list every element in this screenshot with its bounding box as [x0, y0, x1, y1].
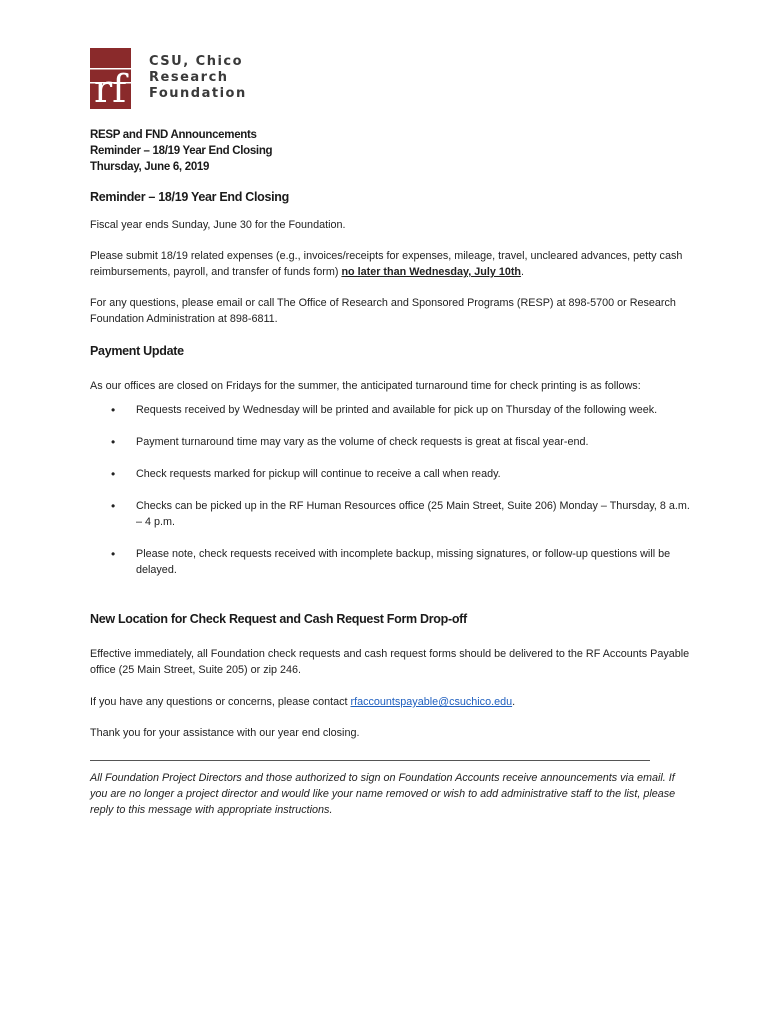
logo-line-1: CSU, Chico — [149, 54, 244, 69]
location-paragraph-2-text: If you have any questions or concerns, please contact — [90, 696, 351, 708]
bullet-icon: • — [111, 547, 116, 561]
reminder-paragraph-3: For any questions, please email or call The Office of Research and Sponsored Programs (RESP) at 898-5700 or Research Foundation Administration at 898-6811. — [90, 297, 676, 325]
list-item — [90, 434, 690, 450]
logo-wordmark — [149, 54, 247, 102]
location-paragraph-1: Effective immediately, all Foundation check requests and cash request forms should be delivered to the RF Accounts Payable office (25 Main Street, Suite 205) or zip 246. — [90, 648, 690, 676]
list-item — [90, 498, 690, 530]
payment-section-title: Payment Update — [90, 344, 184, 358]
list-item-text: Requests received by Wednesday will be printed and available for pick up on Thursday of the following week. — [136, 404, 658, 416]
reminder-section-title: Reminder – 18/19 Year End Closing — [90, 190, 289, 204]
rf-logo — [90, 48, 250, 110]
header-line-1: RESP and FND Announcements — [90, 129, 257, 141]
location-section-title: New Location for Check Request and Cash Request Form Drop-off — [90, 612, 467, 626]
footer-divider — [90, 760, 650, 761]
reminder-paragraph-2-end: . — [521, 266, 525, 278]
bullet-icon: • — [111, 403, 116, 417]
reminder-paragraph-2-text: Please submit 18/19 related expenses (e.g., invoices/receipts for expenses, mileage, travel, uncleared advances, petty cash reimbursements, payroll, and transfer of funds form) — [90, 250, 683, 278]
payment-bullet-list — [90, 402, 690, 594]
accounts-payable-email-link[interactable]: rfaccountspayable@csuchico.edu — [350, 696, 513, 708]
closing-thanks: Thank you for your assistance with our year end closing. — [90, 727, 360, 739]
deadline-emphasis: no later than Wednesday, July 10th — [341, 266, 522, 278]
bullet-icon: • — [111, 467, 116, 481]
location-paragraph-2 — [90, 694, 690, 710]
payment-intro: As our offices are closed on Fridays for the summer, the anticipated turnaround time for check printing is as follows: — [90, 380, 641, 392]
list-item-text: Checks can be picked up in the RF Human Resources office (25 Main Street, Suite 206) Monday – Thursday, 8 a.m. – 4 p.m. — [136, 500, 690, 528]
list-item — [90, 402, 690, 418]
bullet-icon: • — [111, 499, 116, 513]
header-line-2: Reminder – 18/19 Year End Closing — [90, 145, 273, 157]
rf-logo-mark-icon — [90, 48, 131, 109]
list-item-text: Please note, check requests received with incomplete backup, missing signatures, or follow-up questions will be delayed. — [136, 548, 671, 576]
announcement-header — [90, 127, 272, 175]
bullet-icon: • — [111, 435, 116, 449]
footer-note: All Foundation Project Directors and those authorized to sign on Foundation Accounts receive announcements via email. If you are no longer a project director and would like your name removed or wish to add administrative staff to the list, please reply to this message with appropriate instructions. — [90, 772, 676, 816]
header-line-3: Thursday, June 6, 2019 — [90, 161, 210, 173]
rf-logo-mark-text: rf — [94, 67, 127, 109]
logo-line-2: Research — [149, 70, 229, 85]
reminder-paragraph-2 — [90, 248, 690, 280]
location-paragraph-2-end: . — [512, 696, 516, 708]
list-item-text: Payment turnaround time may vary as the volume of check requests is great at fiscal year-end. — [136, 436, 589, 448]
logo-line-3: Foundation — [149, 86, 247, 101]
reminder-paragraph-1: Fiscal year ends Sunday, June 30 for the Foundation. — [90, 219, 346, 231]
list-item — [90, 546, 690, 578]
list-item-text: Check requests marked for pickup will continue to receive a call when ready. — [136, 468, 501, 480]
list-item — [90, 466, 690, 482]
